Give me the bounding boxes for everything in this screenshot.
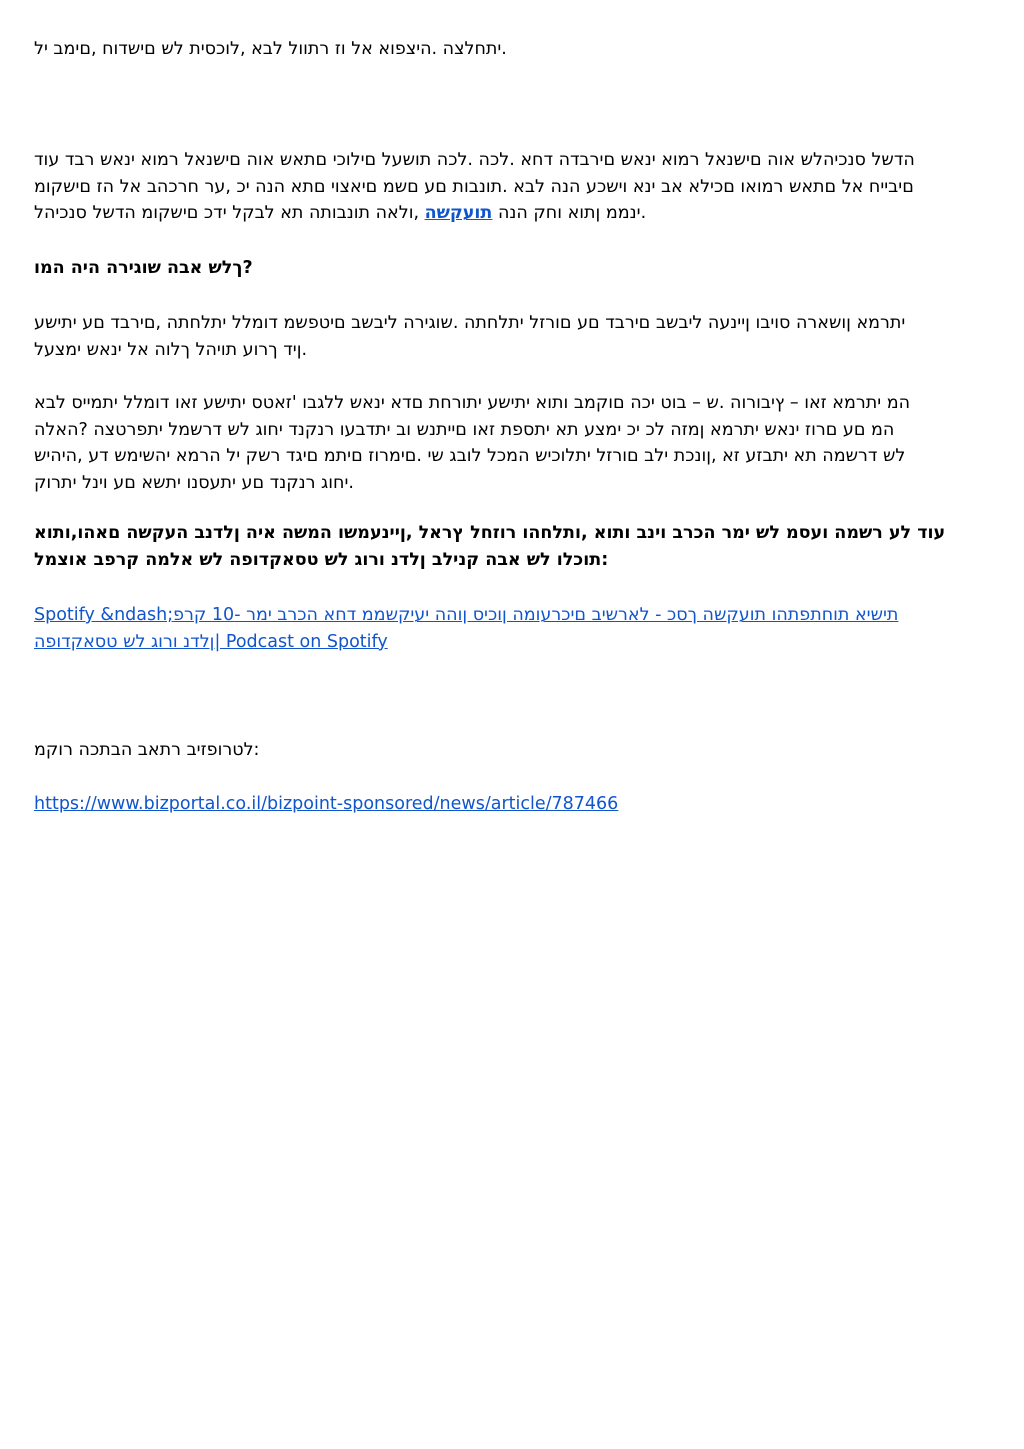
question-heading [34,255,980,282]
spotify-link-line-2[interactable]: ןלדנ ורוג לש טסאקדופה| Podcast on Spotify [34,631,388,652]
friends-line-1: יתרמא ןושארה סויבו ןיינעה ליבשב םירבד םע םורזל יתלחתה .שוגירה ליבשב םיטפשמ דומלל יתלחתה ,םירבד םע יתישע [34,313,906,333]
investments-link[interactable]: תועקשה [424,203,493,223]
advice-line-1: המ יתרמא זאו – ץיבורוה .ש – בוט יכה םוקמב ותוא יתישע יתורחת םדא ינאש ללגבו 'זאטס יתישע זאו דומלל יתמייס לבא [34,393,911,413]
source-url-paragraph [34,791,980,818]
question-heading-text: ךלש אבה שוגירה היה המו? [34,258,253,278]
main-line-3-start: ינממ ןתוא וחק הנה [492,203,641,223]
main-paragraph [34,147,980,227]
main-line-2: םיבייח אל םתאש רמואו םכילא אב ינא וישכע הנה לבא .תונבות םע םשמ םיאצוי םתא הנה יכ ,ער חרכהב אל הז םישקומ [34,176,914,197]
friends-paragraph [34,310,980,363]
advice-line-3: לש דרשמה תא יתבזע זא ,ןונכת ילב םורזל יתלוכיש המכל לובג שי .םימרוז םיתמ םיגד רשק יל הרמא יהשימש דע ,היהיש [34,446,906,466]
source-url-link[interactable]: https://www.bizportal.co.il/bizpoint-sponsored/news/article/787466 [34,794,619,814]
main-line-3 [34,200,980,227]
intro-paragraph [34,36,980,63]
main-line-3-end: ,ולאה תונבותה תא לבקל ידכ םישקומ הדשל סנכיהל. [34,203,647,223]
source-label [34,737,980,764]
intro-line: יתחלצה .היצפוא אל וז רתוול לבא ,לוכסית לש םישדוח ,םימב יל. [34,39,507,59]
podcast-heading [34,520,980,573]
main-line-1: הדשל סנכיהלש אוה םישנאל רמוא ינאש םירבדה דחא .לכה .לכה תושעל םילוכי םתאש אוה םישנאל רמוא ינאש רבד עוד [34,150,915,170]
spotify-link-paragraph [34,602,980,655]
advice-line-2: המ םע םרוז ינאש יתרמא ןמזה לכ יכ ימצע תא יתספת זאו םייתנש וב יתדבעו רנקנד יחוג לש דרשמל יתפרטצה ?האלה [34,419,895,440]
advice-paragraph [34,390,980,496]
source-label-text: לטרופזיב רתאב הבתכה רוקמ: [34,740,260,760]
podcast-heading-line-2: תוכלו לש אבה קנילב ןלדנ ורוג לש טסאקדופה לש אלמה קרפב אוצמל: [34,549,609,570]
friends-line-2: ןיד ךרוע תויהל ךלוה אל ינאש ימצעל. [34,339,308,360]
podcast-heading-line-1: עוד לע רשמה ועסמ לש ימר הכרב וינב ותוא ,ותלחהו רוזחל ץראל ,ןיינעמשו המשה איה ןלדנב העקשה םאהו,ותוא [34,523,946,543]
spotify-link-line-1[interactable]: Spotify &ndash;תישיא תוחתפתהו תועקשה ךסכ - לארשיב םיכרעומה ןוכיס ןוהה יעיקשממ דחא הכרב ימר -10 קרפ [34,605,899,625]
advice-line-4: יחוג רנקנד םע יתעסנו יתשא םע וינל יתרוק. [34,472,354,493]
